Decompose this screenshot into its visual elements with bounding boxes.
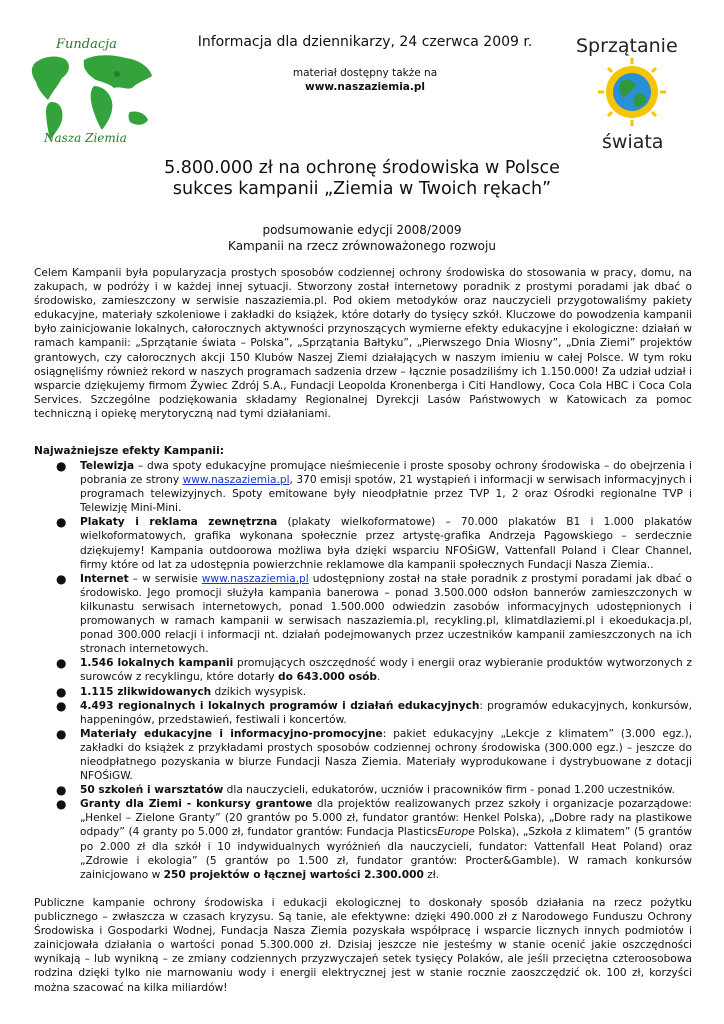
effect-programs-text: : programów edukacyjnych, konkursów, happeningów, przedstawień, festiwali i koncertów. [80, 699, 692, 726]
effect-local-end: . [376, 671, 381, 684]
effect-grants-text-2: Polska), „Szkoła z klimatem” (5 grantów po 2.000 zł dla szkół i 10 indywidualnych wyróżnień dla nauczycieli, fundator: Vattenfall Heat Poland) oraz „Zdrowie i ekologia” (5 grantów po 1.500 zł, fundator grantów: Procter&Gamble). W ramach konkursów zainicjowano w [80, 826, 692, 881]
effect-item-grants [34, 797, 692, 882]
map-australia [129, 111, 149, 124]
effect-grants-title: Granty dla Ziemi - konkursy grantowe [80, 798, 313, 811]
map-dot [114, 71, 120, 77]
effect-local-reach: do 643.000 osób [278, 671, 377, 684]
effects-list [34, 459, 692, 882]
press-info-line: Informacja dla dziennikarzy, 24 czerwca 2009 r. [197, 34, 533, 50]
website-address: www.naszaziemia.pl [305, 81, 425, 93]
effect-internet-text-2: udostępniony został na stałe poradnik z prostymi poradami jak dbać o środowisko. Jego promocji służyła kampania banerowa – ponad 3.500.000 odsłon bannerów zamieszczonych w kilkunastu serwisach internetowych, ponad 1.500.000 odwiedzin zasobów informacyjnych udostępnionych i promowanych w ramach kampanii w serwisach naszaziemia.pl, recykling.pl, klimatdlaziemi.pl i ekoedukacja.pl, ponad 300.000 relacji i informacji nt. działań podejmowanych przez uczestników kampanii zamieszczonych na ich stronach internetowych. [80, 572, 692, 656]
effect-item-workshops [34, 783, 692, 797]
naszaziemia-link[interactable]: www.naszaziemia.pl [182, 474, 290, 487]
page-subtitle [110, 222, 614, 254]
logo-right-text-top: Sprzątanie [576, 35, 678, 57]
logo-right-text-bottom: świata [602, 131, 664, 153]
effect-materials-title: Materiały edukacyjne i informacyjno-promocyjne [80, 727, 383, 740]
effect-workshops-text: dla nauczycieli, edukatorów, uczniów i pracowników firm - ponad 1.200 uczestników. [223, 784, 675, 797]
globe-icon [613, 73, 651, 111]
title-line-1: 5.800.000 zł na ochronę środowiska w Polsce [164, 158, 560, 178]
closing-paragraph: Publiczne kampanie ochrony środowiska i edukacji ekologicznej to doskonały sposób działania na rzecz pożytku publicznego – zwłaszcza w czasach kryzysu. Są tanie, ale efektywne: dzięki 490.000 zł z Narodowego Funduszu Ochrony Środowiska i Gospodarki Wodnej, Fundacja Nasza Ziemia pozyskała współpracę i wsparcie licznych innych podmiotów i zainicjowała działania o wartości ponad 5.300.000 zł. Dzisiaj jeszcze nie jesteśmy w stanie ocenić jakie oszczędności wynikają – lub wynikną – ze zmiany codziennych przyzwyczajeń setek tysięcy Polaków, ale jeśli przeciętna czteroosobowa rodzina dzięki tylko nie marnowaniu wody i energii elektrycznej jest w stanie rocznie zaoszczędzić ok. 100 zł, korzyści można szacować na kilka miliardów! [34, 897, 692, 994]
subtitle-line-1: podsumowanie edycji 2008/2009 [262, 223, 462, 237]
effect-internet-text: – w serwisie [128, 572, 202, 585]
effect-grants-italic: Europe [437, 826, 475, 839]
intro-paragraph: Celem Kampanii była popularyzacja prostych sposobów codziennej ochrony środowiska do stosowania w pracy, domu, na zakupach, w podróży i w każdej innej sytuacji. Stworzony został internetowy poradnik z prostymi poradami jak dbać o środowisko, zamieszczony w serwisie naszaziemia.pl. Pod okiem metodyków oraz nauczycieli przygotowaliśmy pakiety edukacyjne, materiały szkoleniowe i zakładki do książek, które dotarły do tysięcy szkół. Kluczowe do powodzenia kampanii było zainicjowanie lokalnych, całorocznych aktywności przynoszących wymierne efekty edukacyjne i ekologiczne: działań w ramach kampanii: „Sprzątanie świata – Polska”, „Sprzątania Bałtyku”, „Pierwszego Dnia Wiosny”, „Dnia Ziemi” projektów grantowych, czy całorocznych akcji 150 Klubów Naszej Ziemi działających w naszym imieniu w całej Polsce. W tym roku osiągnęliśmy również rekord w naszych programach sadzenia drzew – łącznie posadziliśmy ich 1.150.000! Za udział udział i wsparcie dziękujemy firmom Żywiec Zdrój S.A., Fundacji Leopolda Kronenberga i Citi Handlowy, Coca Cola HBC i Coca Cola Services. Szczególne podziękowania składamy Regionalnej Dyrekcji Lasów Państwowych w Katowicach za pomoc techniczną i opiekę merytoryczną nad tymi działaniami. [34, 267, 692, 420]
bullet-icon: ● [56, 783, 67, 798]
effect-item-posters [34, 515, 692, 571]
effect-item-materials [34, 727, 692, 783]
effect-dumps-title: 1.115 zlikwidowanych [80, 685, 212, 698]
effect-posters-text: (plakaty wielkoformatowe) – 70.000 plakatów B1 i 1.000 plakatów wielkoformatowych, grafika wykonana społecznie przez artystę-grafika Andrzeja Pągowskiego – serdecznie dziękujemy! Kampania outdoorowa możliwa była dzięki wsparciu NFOŚiGW, Vattenfall Poland i Clear Channel, firmy które od lat za udostępnia powierzchnie reklamowe dla kampanii społecznych Fundacji Nasza Ziemia.. [80, 516, 692, 571]
fundacja-nasza-ziemia-logo [22, 30, 162, 150]
effect-tv-text: – dwa spoty edukacyjne promujące nieśmiecenie i proste sposoby ochrony środowiska – do obejrzenia i pobrania ze strony [80, 460, 692, 487]
effect-internet-title: Internet [80, 572, 129, 585]
bullet-icon: ● [56, 656, 67, 671]
effect-workshops-title: 50 szkoleń i warsztatów [80, 784, 224, 797]
effect-grants-end: zł. [423, 868, 440, 881]
bullet-icon: ● [56, 726, 67, 741]
effect-posters-title: Plakaty i reklama zewnętrzna [80, 516, 278, 529]
effect-tv-title: Telewizja [80, 460, 135, 472]
effect-item-tv [34, 459, 692, 515]
effects-heading: Najważniejsze efekty Kampanii: [34, 445, 224, 457]
bullet-icon: ● [56, 571, 67, 586]
bullet-icon: ● [56, 698, 67, 713]
effect-materials-text: : pakiet edukacyjny „Lekcje z klimatem” (3.000 egz.), zakładki do książek z przykładami prostych sposobów codziennej ochrony środowiska (300.000 egz.) – jeszcze do nieodpłatnego pozyskania w biurze Fundacji Nasza Ziemia. Materiały wyprodukowane i dystrybuowane z dotacji NFOŚiGW. [80, 727, 692, 783]
effect-item-local [34, 656, 692, 684]
effect-local-title: 1.546 lokalnych kampanii [80, 657, 234, 670]
effect-item-internet [34, 572, 692, 657]
effect-local-text: promujących oszczędność wody i energii oraz wybieranie produktów wytworzonych z surowców z recyklingu, które dotarły [80, 657, 692, 684]
page-title [60, 158, 664, 200]
sprzatanie-swiata-logo [572, 28, 702, 154]
effect-grants-total: 250 projektów o łącznej wartości 2.300.000 [163, 868, 424, 881]
available-label: materiał dostępny także na [292, 67, 438, 79]
bullet-icon: ● [56, 459, 67, 473]
bullet-icon: ● [56, 797, 67, 812]
effect-tv-text-2: , 370 emisji spotów, 21 wystąpień i informacji w serwisach informacyjnych i programach telewizyjnych. Spoty emitowane były nieodpłatnie przez TVP 1, 2 oraz Ośrodki regionalne TVP i Telewizję Mini-Mini. [80, 474, 692, 515]
naszaziemia-link-2[interactable]: www.naszaziemia.pl [201, 572, 309, 585]
title-line-2: sukces kampanii „Ziemia w Twoich rękach” [172, 179, 552, 199]
effect-grants-text: dla projektów realizowanych przez szkoły i organizacje pozarządowe: „Henkel – Zielone Granty” (20 grantów po 5.000 zł, fundator grantów: Henkel Polska), „Dobre rady na plastikowe odpady” (4 granty po 5.000 zł, fundator grantów: Fundacja Plastics [80, 798, 692, 839]
logo-left-text-bottom: Nasza Ziemia [44, 131, 127, 145]
effect-item-programs [34, 699, 692, 727]
bullet-icon: ● [56, 684, 67, 699]
bullet-icon: ● [56, 515, 67, 530]
subtitle-line-2: Kampanii na rzecz zrównoważonego rozwoju [228, 239, 496, 253]
logo-left-text-top: Fundacja [56, 37, 117, 52]
available-note [200, 66, 530, 94]
effect-item-dumps [34, 685, 692, 699]
effect-programs-title: 4.493 regionalnych i lokalnych programów i działań edukacyjnych [80, 699, 480, 712]
effect-dumps-text: dzikich wysypisk. [211, 685, 307, 698]
map-americas-north [32, 57, 69, 100]
map-africa [91, 86, 113, 130]
